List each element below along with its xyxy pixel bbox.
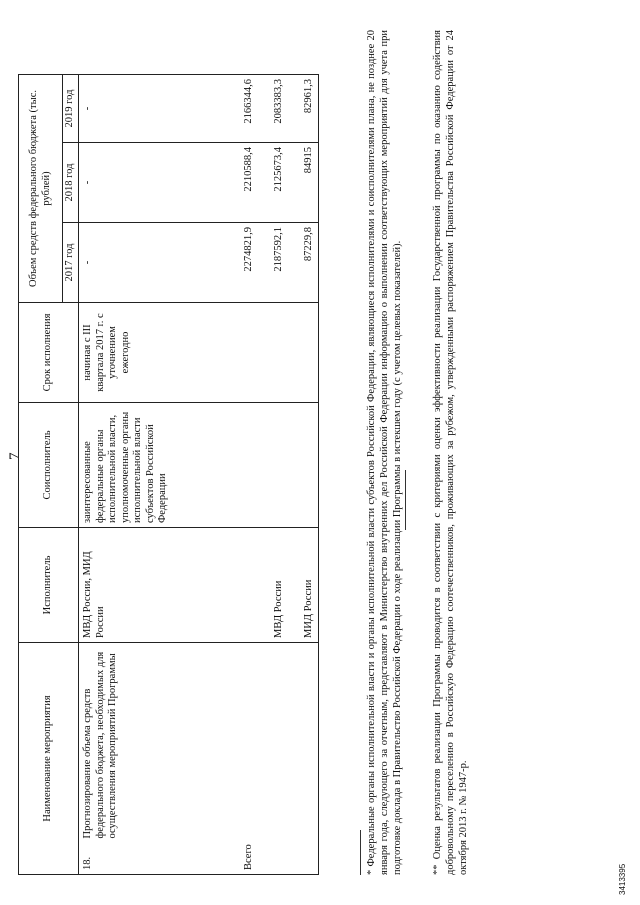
total-value-2017: 87229,8 xyxy=(289,223,319,303)
total-value-2018: 2210588,4 xyxy=(229,143,259,223)
total-value-2018: 2125673,4 xyxy=(259,143,289,223)
row-term: начиная с III квартала 2017 г. с уточнением ежегодно xyxy=(79,303,229,403)
doc-code: 3413395 xyxy=(618,863,627,895)
row-name: Прогнозирование объема средств федерального бюджета, необходимых для осуществления мероприятий Программы xyxy=(79,643,229,843)
row-number: 18. xyxy=(79,843,229,875)
row-value-2017: - xyxy=(79,223,229,303)
total-value-2018: 84915 xyxy=(289,143,319,223)
total-executor: МВД России xyxy=(259,528,289,643)
header-term: Срок исполнения xyxy=(19,303,79,403)
total-value-2017: 2187592,1 xyxy=(259,223,289,303)
total-value-2019: 2166344,6 xyxy=(229,75,259,143)
footnote-separator-center xyxy=(405,470,406,530)
total-value-2019: 2083383,3 xyxy=(259,75,289,143)
row-value-2018: - xyxy=(79,143,229,223)
page-number: 7 xyxy=(7,452,23,460)
footnote-first: * Федеральные органы исполнительной власти и органы исполнительной власти субъектов Российской Федерации, являющиеся исполнителями и соисполнителями плана, не позднее 20 января года, следующего за отчетным, представляют в Министерство внутренних дел Российской Федерации информацию о выполнении соответствующих мероприятий для учета при подготовке доклада в Правительство Российской Федерации о ходе реализации Программы в истекшем году (с учетом целевых показателей). xyxy=(366,30,403,875)
row-executor: МВД России, МИД России xyxy=(79,528,229,643)
table-row xyxy=(79,75,229,875)
header-year-2018: 2018 год xyxy=(63,143,79,223)
total-value-2017: 2274821,9 xyxy=(229,223,259,303)
total-executor xyxy=(229,528,259,643)
total-value-2019: 82961,3 xyxy=(289,75,319,143)
row-coexecutor: заинтересованные федеральные органы исполнительной власти, уполномоченные органы исполнительной власти субъектов Российской Федерации xyxy=(79,403,229,528)
header-name: Наименование мероприятия xyxy=(19,643,79,875)
header-executor: Исполнитель xyxy=(19,528,79,643)
measures-table xyxy=(18,74,319,875)
total-label: Всего xyxy=(229,643,259,875)
total-row xyxy=(259,75,289,875)
footnote-second: ** Оценка результатов реализации Программы проводится в соответствии с критериями оценки эффективности реализации Государственной программы по оказанию содействия добровольному переселению в Российскую Федерацию соотечественников, проживающих за рубежом, утвержденными распоряжением Правительства Российской Федерации от 24 октября 2013 г. № 1947-р. xyxy=(432,30,469,875)
total-row xyxy=(289,75,319,875)
total-executor: МИД России xyxy=(289,528,319,643)
header-coexecutor: Соисполнитель xyxy=(19,403,79,528)
row-value-2019: - xyxy=(79,75,229,143)
header-year-2017: 2017 год xyxy=(63,223,79,303)
header-year-2019: 2019 год xyxy=(63,75,79,143)
footnote-separator xyxy=(360,830,361,875)
total-row xyxy=(229,75,259,875)
header-budget: Объем средств федерального бюджета (тыс. рублей) xyxy=(19,75,63,303)
table-header-row xyxy=(19,75,63,875)
